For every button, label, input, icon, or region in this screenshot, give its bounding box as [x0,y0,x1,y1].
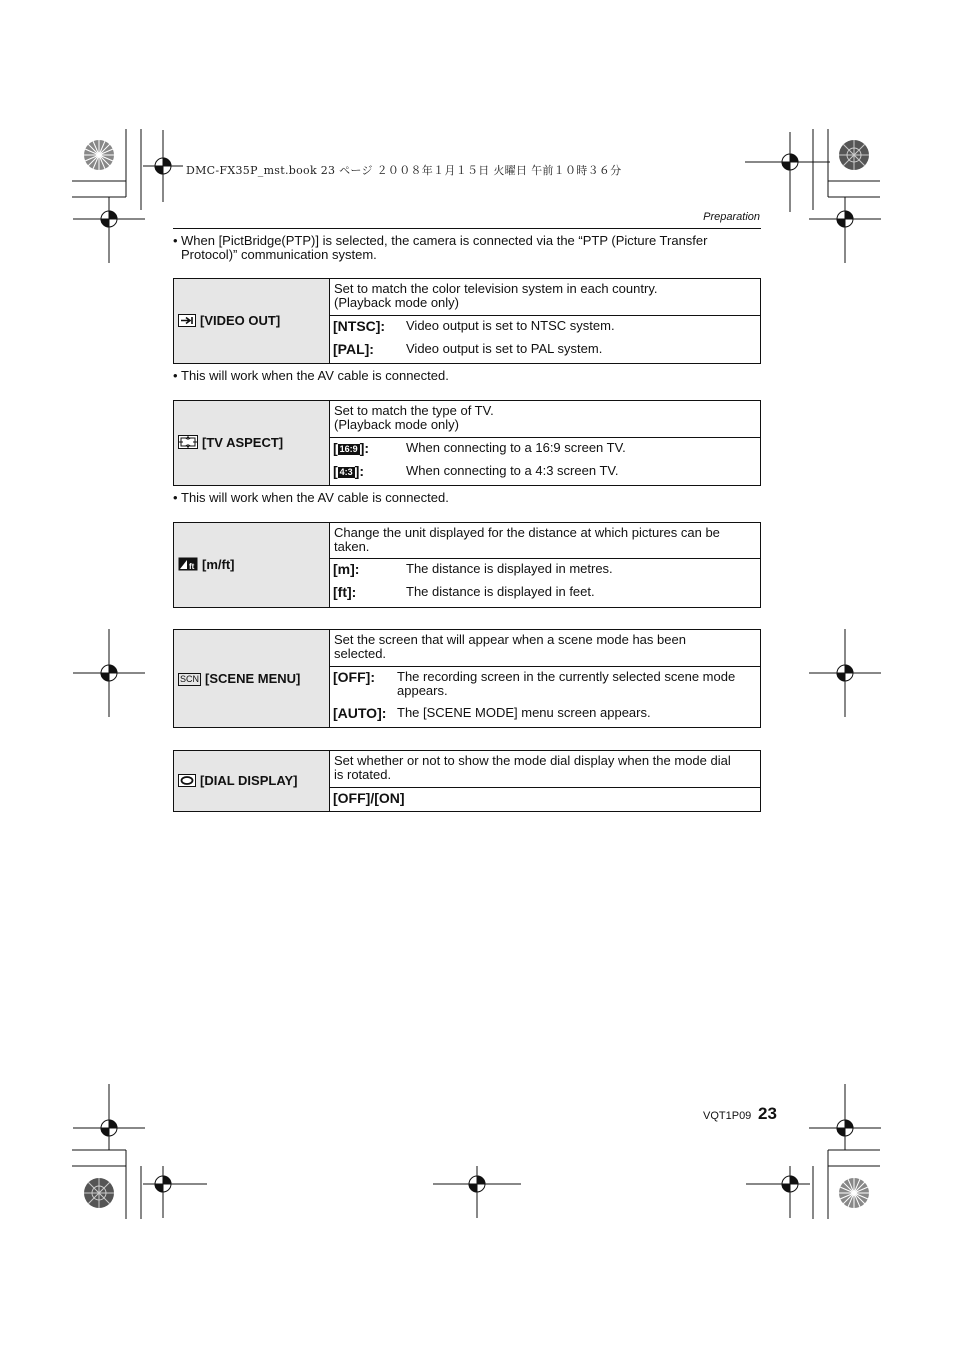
page-number: 23 [758,1104,777,1123]
m-ft-name-cell [174,523,330,608]
tv-aspect-table [173,400,761,486]
option-value: Video output is set to NTSC system. [406,318,615,333]
scene-menu-desc-line1: Set the screen that will appear when a scene mode has been [334,632,686,647]
video-out-options [330,316,761,364]
option-value-line2: appears. [397,683,448,698]
m-ft-description [330,523,761,559]
option-value [397,670,756,698]
m-ft-options [330,559,761,608]
option-key: [ft]: [333,584,357,600]
video-out-icon [178,314,196,330]
bracket-close: ]: [354,463,365,479]
bullet-dot: • [173,368,178,383]
dial-display-description [330,751,761,788]
option-key: [OFF]: [333,669,375,685]
scene-menu-desc-line2: selected. [334,646,387,661]
video-out-table [173,278,761,364]
dial-display-label: [DIAL DISPLAY] [200,772,298,788]
tv-aspect-label: [TV ASPECT] [202,434,284,450]
option-value: The [SCENE MODE] menu screen appears. [397,705,651,720]
intro-note-line1: When [PictBridge(PTP)] is selected, the camera is connected via the “PTP (Picture Transfer [181,233,708,248]
m-ft-desc-line2: taken. [334,539,370,554]
print-info-line: DMC-FX35P_mst.book 23 ページ ２００８年１月１５日 火曜日 午前１０時３６分 [186,164,622,177]
section-label: Preparation [703,211,760,223]
tv-aspect-desc-line2: (Playback mode only) [334,417,459,432]
intro-note [173,234,753,264]
option-row [330,438,760,462]
m-ft-label: [m/ft] [202,556,235,572]
option-key [333,441,406,455]
bullet-dot: • [173,233,178,248]
option-value: When connecting to a 16:9 screen TV. [406,440,626,455]
video-out-desc-line2: (Playback mode only) [334,295,459,310]
header-divider [173,228,761,229]
dial-display-icon [178,774,196,790]
option-row [330,340,760,362]
video-out-name-cell [174,279,330,364]
option-row [330,704,760,726]
scene-menu-description [330,630,761,667]
option-row [330,583,760,605]
option-key: [m]: [333,561,360,577]
intro-note-line2: Protocol)” communication system. [181,247,377,262]
tv-aspect-desc-line1: Set to match the type of TV. [334,403,494,418]
option-value: Video output is set to PAL system. [406,341,603,356]
dial-display-desc-line1: Set whether or not to show the mode dial display when the mode dial [334,753,731,768]
dial-display-name-cell [174,751,330,812]
m-ft-table [173,522,761,608]
option-row [330,559,760,583]
option-key: [OFF]/[ON] [333,790,405,806]
option-value: The distance is displayed in metres. [406,561,613,576]
dial-display-options [330,788,761,812]
tv-aspect-options [330,438,761,486]
option-row [330,316,760,340]
aspect-4-3-icon: 4:3 [339,467,353,477]
video-out-description [330,279,761,316]
option-key: [AUTO]: [333,705,387,721]
scene-menu-table [173,629,761,728]
option-row [330,667,760,704]
video-out-label: [VIDEO OUT] [200,312,281,328]
dial-display-desc-line2: is rotated. [334,767,392,782]
scene-menu-options [330,667,761,728]
option-value: When connecting to a 4:3 screen TV. [406,463,619,478]
option-value: The distance is displayed in feet. [406,584,595,599]
video-out-desc-line1: Set to match the color television system in each country. [334,281,658,296]
document-code: VQT1P09 [703,1110,752,1122]
bullet-dot: • [173,490,178,505]
scn-icon: SCN [180,674,200,684]
tv-aspect-description [330,401,761,438]
option-key: [PAL]: [333,341,374,357]
option-key: [NTSC]: [333,318,386,334]
bracket-open: [ [333,463,338,479]
tv-aspect-name-cell [174,401,330,486]
svg-text:ft: ft [189,561,195,571]
aspect-16-9-icon: 16:9 [339,444,358,454]
tv-aspect-note-text: This will work when the AV cable is connected. [181,490,449,505]
m-ft-desc-line1: Change the unit displayed for the distance at which pictures can be [334,525,720,540]
scene-menu-label: [SCENE MENU] [205,671,301,686]
option-row [330,788,760,805]
m-ft-icon [178,557,198,574]
tv-aspect-icon [178,435,198,452]
bracket-close: ]: [359,440,370,456]
scene-menu-name-cell [174,630,330,728]
option-row [330,462,760,484]
option-key [333,464,406,478]
option-value-line1: The recording screen in the currently selected scene mode [397,669,736,684]
dial-display-table [173,750,761,812]
bracket-open: [ [333,440,338,456]
video-out-note-text: This will work when the AV cable is connected. [181,368,449,383]
